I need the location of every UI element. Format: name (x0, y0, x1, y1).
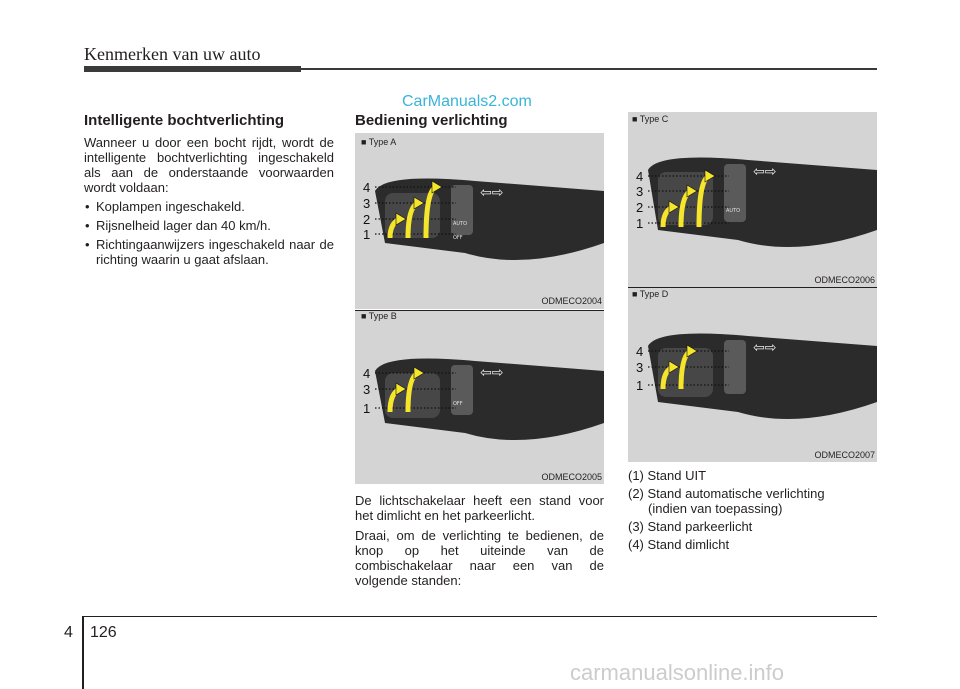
figure-type-c (628, 112, 877, 287)
position-number: 4 (636, 169, 644, 184)
position-number: 4 (636, 344, 644, 359)
position-number: 2 (636, 200, 644, 215)
figure-code: ODMECO2005 (541, 472, 602, 482)
turn-signal-arrows-icon: ⇦⇨ (480, 185, 504, 201)
stalk-illustration (628, 112, 877, 287)
page-number: 126 (90, 624, 117, 641)
position-number: 1 (636, 216, 644, 231)
type-label: ■ Type A (361, 137, 397, 147)
watermark-bottom: carmanualsonline.info (570, 660, 785, 685)
lighting-description (355, 493, 604, 593)
type-label: ■ Type D (632, 289, 669, 299)
type-label: ■ Type C (632, 114, 669, 124)
position-number: 3 (363, 382, 371, 397)
section-number: 4 (64, 624, 73, 641)
figure-type-b (355, 311, 604, 484)
section-intro: Wanneer u door een bocht rijdt, wordt de intelligente bochtverlichting ingeschakeld als aan de onderstaande voorwaarden wordt voldaan: (84, 135, 334, 195)
footer-divider (82, 616, 84, 689)
list-item: • Rijsnelheid lager dan 40 km/h. (84, 218, 334, 233)
position-number: 3 (636, 360, 644, 375)
section-intelligent-cornering (84, 112, 334, 267)
page-header-title: Kenmerken van uw auto (84, 44, 261, 64)
turn-signal-arrows-icon: ⇦⇨ (480, 365, 504, 381)
section-heading: Intelligente bochtverlichting (84, 112, 285, 129)
paragraph: De lichtschakelaar heeft een stand voor het dimlicht en het parkeerlicht. (355, 493, 604, 523)
header-rule (301, 68, 877, 70)
turn-signal-arrows-icon: ⇦⇨ (753, 340, 777, 356)
list-item: • Koplampen ingeschakeld. (84, 199, 334, 214)
stand-list (628, 468, 877, 555)
figure-type-d (628, 288, 877, 462)
position-number: 4 (363, 366, 371, 381)
stand-item: (3) Stand parkeerlicht (628, 519, 753, 534)
position-number: 4 (363, 180, 371, 195)
position-number: 1 (363, 401, 371, 416)
position-number: 1 (363, 227, 371, 242)
figure-code: ODMECO2006 (814, 275, 875, 285)
type-label: ■ Type B (361, 311, 397, 321)
switch-label: OFF (453, 235, 463, 241)
switch-cap (451, 185, 473, 235)
paragraph: Draai, om de verlichting te bedienen, de knop op het uiteinde van de combischakelaar naar een van de volgende standen: (355, 528, 604, 588)
footer-rule (84, 616, 877, 617)
position-number: 1 (636, 378, 644, 393)
stalk-illustration (355, 311, 604, 484)
switch-label: AUTO (726, 208, 741, 214)
figure-code: ODMECO2004 (541, 296, 602, 306)
position-number: 3 (363, 196, 371, 211)
list-item: • Richtingaanwijzers ingeschakeld naar de richting waarin u gaat afslaan. (84, 237, 334, 267)
stand-item: (4) Stand dimlicht (628, 537, 730, 552)
stand-item: (2) Stand automatische verlichting (628, 486, 825, 501)
stalk-illustration (628, 288, 877, 462)
position-number: 2 (363, 212, 371, 227)
switch-cap (724, 340, 746, 394)
figure-code: ODMECO2007 (814, 450, 875, 460)
turn-signal-arrows-icon: ⇦⇨ (753, 164, 777, 180)
switch-label: AUTO (453, 221, 468, 227)
figure-type-a (355, 133, 604, 309)
switch-label: OFF (453, 401, 463, 407)
condition-list (84, 199, 334, 267)
section-lighting-operation (355, 112, 508, 129)
stalk-illustration (355, 133, 604, 309)
stand-item: (1) Stand UIT (628, 468, 707, 483)
switch-cap (451, 365, 473, 415)
header-bar (84, 66, 301, 72)
section-heading: Bediening verlichting (355, 112, 508, 129)
watermark-top: CarManuals2.com (402, 93, 532, 110)
stand-item-note: (indien van toepassing) (648, 501, 783, 516)
position-number: 3 (636, 184, 644, 199)
